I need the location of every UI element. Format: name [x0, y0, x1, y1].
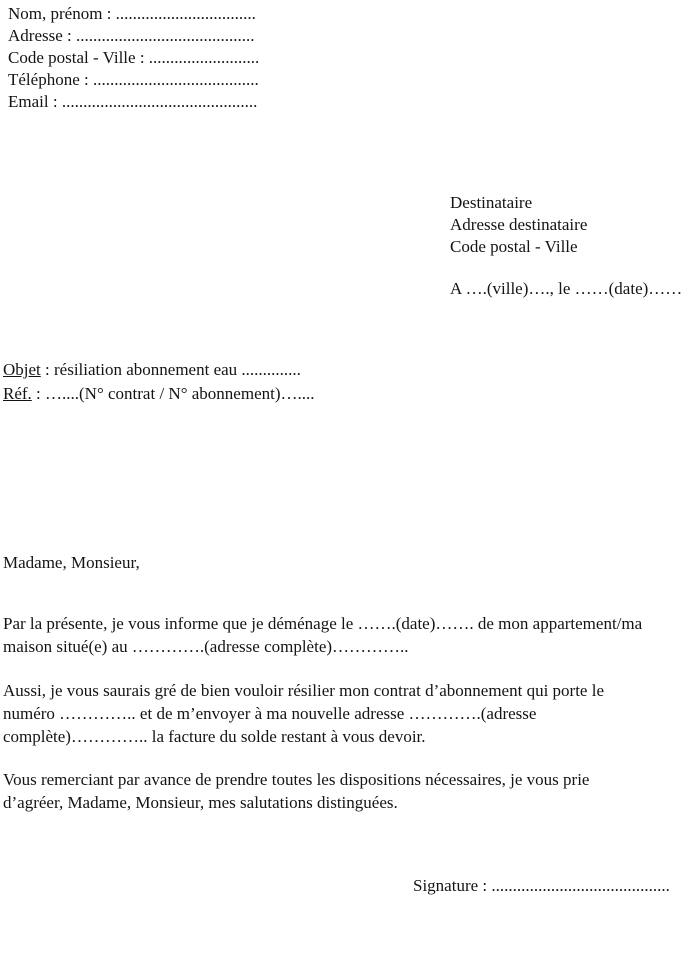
paragraph-line: maison situé(e) au ………….(adresse complète)…………..	[3, 637, 409, 656]
paragraph-line: Vous remerciant par avance de prendre toutes les dispositions nécessaires, je vous prie	[3, 770, 590, 789]
paragraph-line: Par la présente, je vous informe que je déménage le …….(date)……. de mon appartement/ma	[3, 614, 643, 633]
subject-line	[3, 358, 315, 382]
recipient-address-line: Adresse destinataire	[450, 215, 588, 234]
paragraph-line: complète)………….. la facture du solde restant à vous devoir.	[3, 727, 426, 746]
recipient-block	[450, 192, 587, 258]
sender-email-line: Email : ..............................................	[8, 92, 258, 111]
reference-line	[3, 382, 315, 406]
sender-postal-city-line: Code postal - Ville : ..........................	[8, 48, 260, 67]
subject-text: : résiliation abonnement eau ..............	[40, 360, 301, 379]
sender-phone-line: Téléphone : .......................................	[8, 70, 259, 89]
recipient-postal-city-line: Code postal - Ville	[450, 237, 578, 256]
reference-text: : …....(N° contrat / N° abonnement)…....	[31, 384, 315, 403]
paragraph-closing-courtesy	[3, 768, 589, 814]
sender-name-line: Nom, prénom : .................................	[8, 4, 256, 23]
paragraph-line: d’agréer, Madame, Monsieur, mes salutations distinguées.	[3, 793, 398, 812]
place-date-line: A ….(ville)…., le ……(date)……	[450, 279, 683, 298]
salutation-line: Madame, Monsieur,	[3, 553, 140, 572]
paragraph-moving-notice	[3, 612, 642, 658]
reference-label: Réf.	[3, 384, 32, 403]
paragraph-line: numéro ………….. et de m’envoyer à ma nouvelle adresse ………….(adresse	[3, 704, 537, 723]
recipient-name-line: Destinataire	[450, 193, 533, 212]
signature-line: Signature : ..........................................	[413, 876, 670, 895]
subject-label: Objet	[3, 360, 41, 379]
sender-address-line: Adresse : ..........................................	[8, 26, 255, 45]
paragraph-line: Aussi, je vous saurais gré de bien vouloir résilier mon contrat d’abonnement qui porte le	[3, 681, 604, 700]
sender-info-block	[8, 3, 259, 113]
paragraph-cancellation-request	[3, 679, 604, 748]
subject-reference-block	[3, 358, 315, 406]
